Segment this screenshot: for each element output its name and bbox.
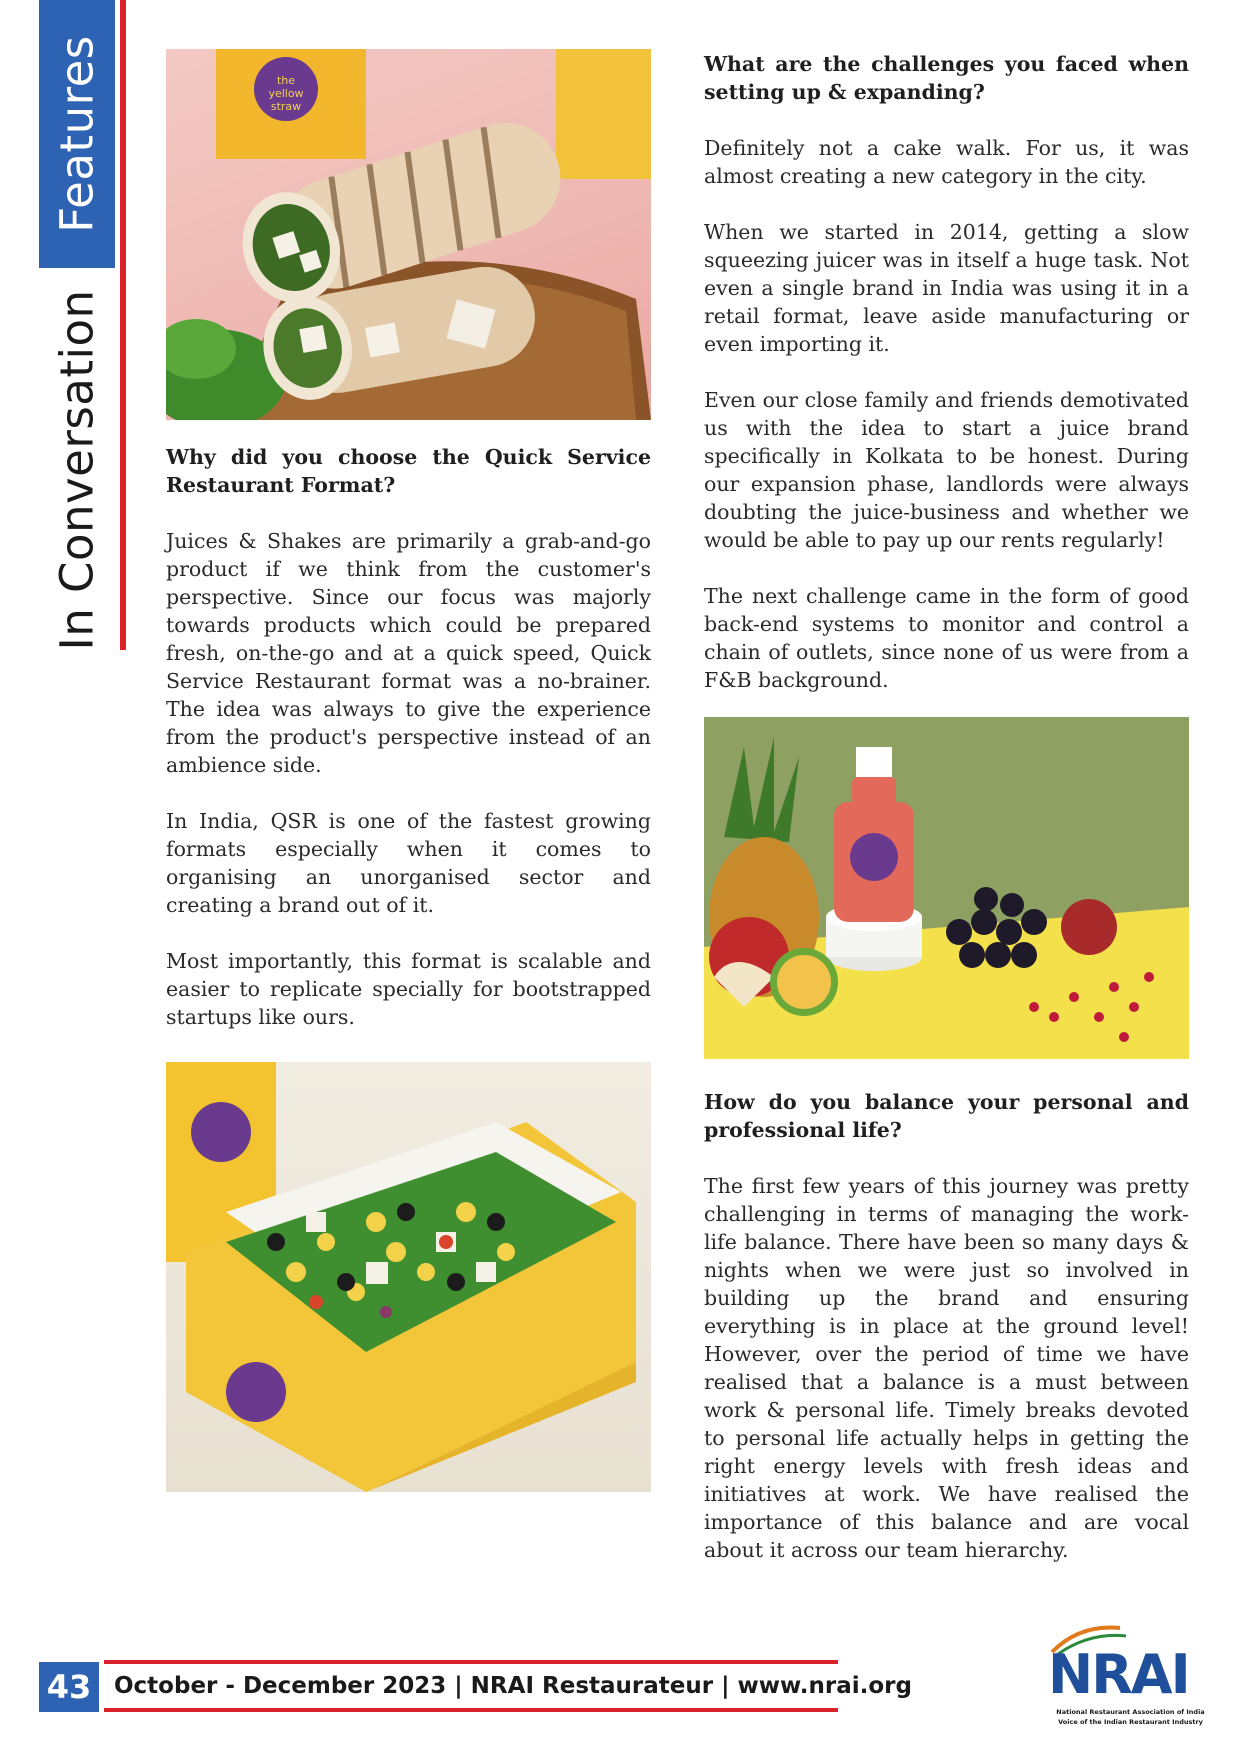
footer-rule-top xyxy=(104,1660,838,1664)
question-challenges: What are the challenges you faced when setting up & expanding? xyxy=(704,52,1189,104)
wrap-photo xyxy=(166,49,651,420)
section-tab-rule xyxy=(120,0,126,650)
answer-paragraph: Definitely not a cake walk. For us, it was almost creating a new category in the city. xyxy=(704,136,1189,188)
answer-paragraph: Juices & Shakes are primarily a grab-and-go product if we think from the customer's perspective. Since our focus was majorly towards products which could be prepared fresh, on-the-go and at a quick speed, Quick Service Restaurant format was a no-brainer. The idea was always to give the experience from the product's perspective instead of an ambience side. xyxy=(166,529,651,777)
question-work-life-balance: How do you balance your personal and professional life? xyxy=(704,1090,1189,1142)
logo-tagline: Voice of the Indian Restaurant Industry xyxy=(1058,1718,1203,1726)
nrai-logo xyxy=(1030,1618,1210,1738)
answer-paragraph: When we started in 2014, getting a slow squeezing juicer was in itself a huge task. Not even a single brand in India was using it in a retail format, leave aside manufacturing or even importing it. xyxy=(704,220,1189,356)
page-number: 43 xyxy=(46,1668,92,1706)
answer-paragraph: In India, QSR is one of the fastest growing formats especially when it comes to organising an unorganised sector and creating a brand out of it. xyxy=(166,809,651,917)
category-label: In Conversation xyxy=(50,289,104,651)
answer-paragraph: Even our close family and friends demotivated us with the idea to start a juice brand specifically in Kolkata to be honest. During our expansion phase, landlords were always doubting the juice-business and whether we would be able to pay up our rents regularly! xyxy=(704,388,1189,552)
brand-print-line1: the xyxy=(276,74,296,87)
salad-box-photo xyxy=(166,1062,651,1492)
section-tab xyxy=(39,0,121,650)
juice-bottle-photo xyxy=(704,717,1189,1059)
answer-paragraph: The first few years of this journey was pretty challenging in terms of managing the work-life balance. There have been so many days & nights when we were just so involved in building up the brand and ensuring everything is in place at the ground level! However, over the period of time we have realised that a balance is a must between work & personal life. Timely breaks devoted to personal life actually helps in getting the right energy levels with fresh ideas and initiatives at work. We have realised the importance of this balance and are vocal about it across our team hierarchy. xyxy=(704,1174,1189,1562)
answer-paragraph: The next challenge came in the form of good back-end systems to monitor and control a chain of outlets, since none of us were from a F&B background. xyxy=(704,584,1189,692)
footer-rule-bottom xyxy=(104,1708,838,1712)
brand-print-line3: straw xyxy=(270,100,302,113)
question-qsr-format: Why did you choose the Quick Service Restaurant Format? xyxy=(166,445,651,497)
brand-print-line2: yellow xyxy=(268,87,304,100)
logo-wordmark: NRAI xyxy=(1048,1643,1189,1706)
answer-paragraph: Most importantly, this format is scalable and easier to replicate specially for bootstrapped startups like ours. xyxy=(166,949,651,1029)
footer-issue-info: October - December 2023 | NRAI Restaurateur | www.nrai.org xyxy=(114,1673,912,1699)
logo-full-name: National Restaurant Association of India xyxy=(1056,1708,1205,1716)
section-tab-label: Features xyxy=(50,35,104,233)
